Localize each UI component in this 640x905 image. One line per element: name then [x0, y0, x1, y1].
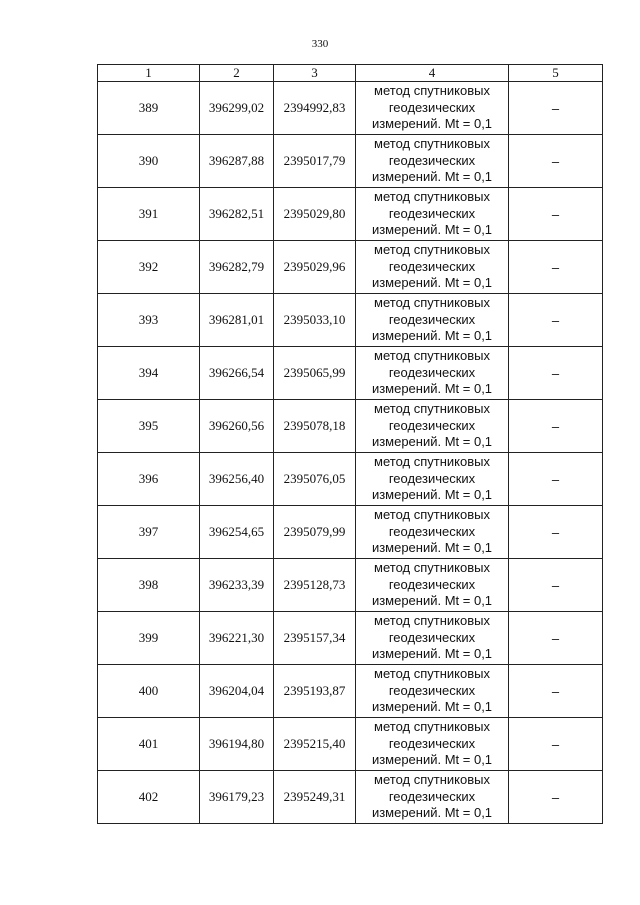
method-line: геодезических	[388, 629, 476, 645]
y-coordinate-cell: 2395033,10	[274, 294, 356, 347]
method-line: измерений. Mt = 0,1	[371, 275, 493, 291]
note-cell: –	[509, 718, 603, 771]
table-row	[98, 665, 603, 718]
method-cell	[356, 347, 509, 400]
y-coordinate-cell: 2394992,83	[274, 82, 356, 135]
method-line: измерений. Mt = 0,1	[371, 487, 493, 503]
x-coordinate-cell: 396204,04	[200, 665, 274, 718]
method-line: метод спутниковых	[374, 454, 490, 470]
method-line: измерений. Mt = 0,1	[371, 328, 493, 344]
point-number-cell: 400	[98, 665, 200, 718]
method-line: геодезических	[388, 99, 476, 115]
method-line: метод спутниковых	[374, 295, 490, 311]
method-cell	[356, 400, 509, 453]
note-cell: –	[509, 294, 603, 347]
method-line: измерений. Mt = 0,1	[371, 646, 493, 662]
method-cell	[356, 771, 509, 824]
method-cell	[356, 188, 509, 241]
method-line: геодезических	[388, 576, 476, 592]
note-cell: –	[509, 453, 603, 506]
x-coordinate-cell: 396179,23	[200, 771, 274, 824]
note-cell: –	[509, 612, 603, 665]
point-number-cell: 395	[98, 400, 200, 453]
method-line: геодезических	[388, 523, 476, 539]
method-cell	[356, 559, 509, 612]
method-line: геодезических	[388, 470, 476, 486]
point-number-cell: 392	[98, 241, 200, 294]
method-line: метод спутниковых	[374, 666, 490, 682]
method-cell	[356, 453, 509, 506]
method-line: геодезических	[388, 364, 476, 380]
table-row	[98, 400, 603, 453]
table-row	[98, 188, 603, 241]
note-cell: –	[509, 188, 603, 241]
table-row	[98, 453, 603, 506]
note-cell: –	[509, 559, 603, 612]
page-number: 330	[311, 38, 329, 50]
point-number-cell: 402	[98, 771, 200, 824]
method-line: геодезических	[388, 152, 476, 168]
method-line: измерений. Mt = 0,1	[371, 169, 493, 185]
method-line: геодезических	[388, 258, 476, 274]
point-number-cell: 396	[98, 453, 200, 506]
method-line: измерений. Mt = 0,1	[371, 540, 493, 556]
note-cell: –	[509, 82, 603, 135]
header-col-2: 2	[200, 65, 274, 82]
table-row	[98, 612, 603, 665]
method-cell	[356, 612, 509, 665]
y-coordinate-cell: 2395076,05	[274, 453, 356, 506]
x-coordinate-cell: 396221,30	[200, 612, 274, 665]
method-line: измерений. Mt = 0,1	[371, 381, 493, 397]
method-cell	[356, 82, 509, 135]
table-row	[98, 347, 603, 400]
point-number-cell: 393	[98, 294, 200, 347]
point-number-cell: 401	[98, 718, 200, 771]
method-line: измерений. Mt = 0,1	[371, 699, 493, 715]
point-number-cell: 390	[98, 135, 200, 188]
method-line: измерений. Mt = 0,1	[371, 434, 493, 450]
note-cell: –	[509, 771, 603, 824]
method-line: метод спутниковых	[374, 560, 490, 576]
method-line: измерений. Mt = 0,1	[371, 805, 493, 821]
note-cell: –	[509, 347, 603, 400]
method-line: метод спутниковых	[374, 613, 490, 629]
coordinates-table	[97, 64, 603, 824]
note-cell: –	[509, 400, 603, 453]
method-line: измерений. Mt = 0,1	[371, 116, 493, 132]
method-line: метод спутниковых	[374, 136, 490, 152]
note-cell: –	[509, 665, 603, 718]
y-coordinate-cell: 2395017,79	[274, 135, 356, 188]
x-coordinate-cell: 396260,56	[200, 400, 274, 453]
method-line: метод спутниковых	[374, 772, 490, 788]
y-coordinate-cell: 2395157,34	[274, 612, 356, 665]
point-number-cell: 394	[98, 347, 200, 400]
method-line: геодезических	[388, 788, 476, 804]
method-line: геодезических	[388, 735, 476, 751]
method-line: геодезических	[388, 311, 476, 327]
method-line: измерений. Mt = 0,1	[371, 222, 493, 238]
table-row	[98, 506, 603, 559]
point-number-cell: 397	[98, 506, 200, 559]
x-coordinate-cell: 396194,80	[200, 718, 274, 771]
x-coordinate-cell: 396254,65	[200, 506, 274, 559]
header-col-3: 3	[274, 65, 356, 82]
table-row	[98, 82, 603, 135]
note-cell: –	[509, 135, 603, 188]
method-line: метод спутниковых	[374, 83, 490, 99]
note-cell: –	[509, 241, 603, 294]
y-coordinate-cell: 2395029,80	[274, 188, 356, 241]
x-coordinate-cell: 396282,79	[200, 241, 274, 294]
method-line: измерений. Mt = 0,1	[371, 752, 493, 768]
header-col-5: 5	[509, 65, 603, 82]
method-line: измерений. Mt = 0,1	[371, 593, 493, 609]
method-cell	[356, 718, 509, 771]
x-coordinate-cell: 396266,54	[200, 347, 274, 400]
table-row	[98, 135, 603, 188]
point-number-cell: 391	[98, 188, 200, 241]
method-cell	[356, 135, 509, 188]
point-number-cell: 389	[98, 82, 200, 135]
y-coordinate-cell: 2395079,99	[274, 506, 356, 559]
x-coordinate-cell: 396256,40	[200, 453, 274, 506]
method-line: геодезических	[388, 682, 476, 698]
y-coordinate-cell: 2395065,99	[274, 347, 356, 400]
table-row	[98, 559, 603, 612]
y-coordinate-cell: 2395249,31	[274, 771, 356, 824]
method-line: метод спутниковых	[374, 401, 490, 417]
y-coordinate-cell: 2395128,73	[274, 559, 356, 612]
table-row	[98, 241, 603, 294]
y-coordinate-cell: 2395029,96	[274, 241, 356, 294]
note-cell: –	[509, 506, 603, 559]
method-line: метод спутниковых	[374, 507, 490, 523]
method-line: метод спутниковых	[374, 189, 490, 205]
table-row	[98, 294, 603, 347]
method-cell	[356, 241, 509, 294]
method-cell	[356, 665, 509, 718]
method-cell	[356, 506, 509, 559]
x-coordinate-cell: 396281,01	[200, 294, 274, 347]
method-line: геодезических	[388, 205, 476, 221]
y-coordinate-cell: 2395078,18	[274, 400, 356, 453]
y-coordinate-cell: 2395193,87	[274, 665, 356, 718]
header-col-1: 1	[98, 65, 200, 82]
x-coordinate-cell: 396282,51	[200, 188, 274, 241]
table-body	[98, 82, 603, 824]
header-col-4: 4	[356, 65, 509, 82]
point-number-cell: 399	[98, 612, 200, 665]
x-coordinate-cell: 396233,39	[200, 559, 274, 612]
x-coordinate-cell: 396287,88	[200, 135, 274, 188]
method-line: метод спутниковых	[374, 348, 490, 364]
method-cell	[356, 294, 509, 347]
method-line: метод спутниковых	[374, 719, 490, 735]
table-header-row	[98, 65, 603, 82]
y-coordinate-cell: 2395215,40	[274, 718, 356, 771]
x-coordinate-cell: 396299,02	[200, 82, 274, 135]
method-line: метод спутниковых	[374, 242, 490, 258]
table-row	[98, 718, 603, 771]
table-row	[98, 771, 603, 824]
point-number-cell: 398	[98, 559, 200, 612]
method-line: геодезических	[388, 417, 476, 433]
